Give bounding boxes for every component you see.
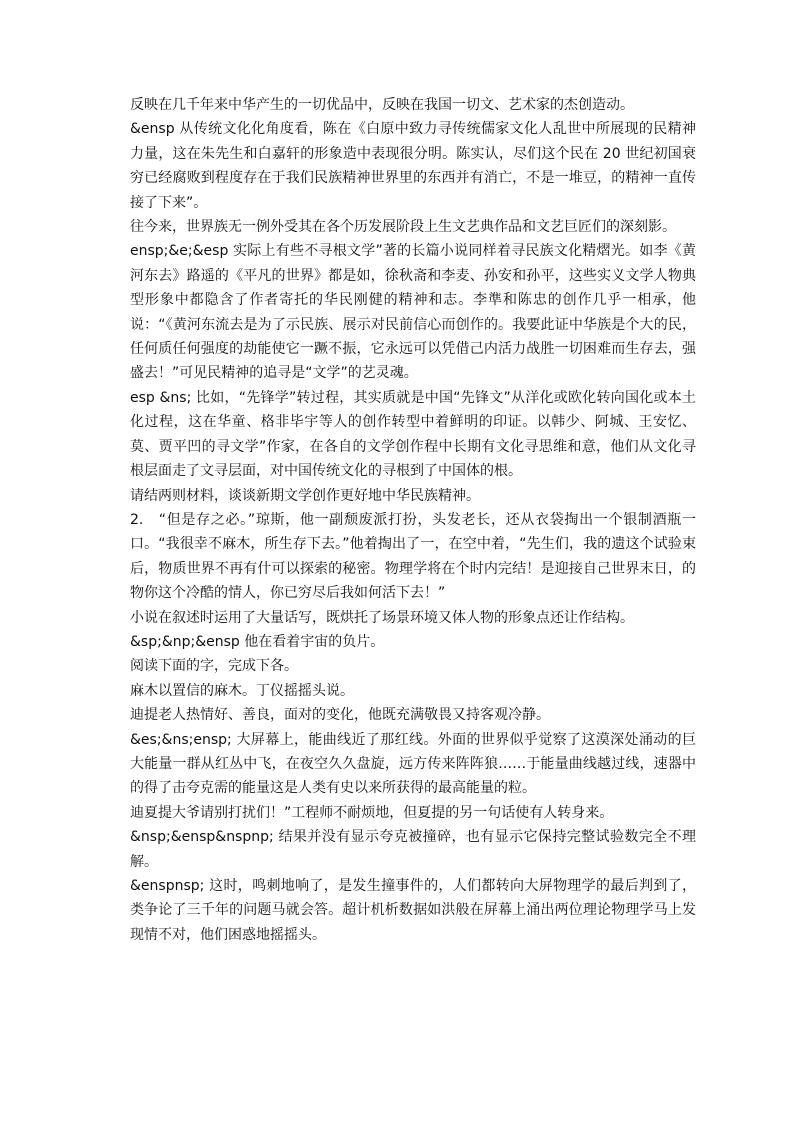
paragraph-13: &es;&ns;ensp; 大屏幕上，能曲线近了那红线。外面的世界似乎觉察了这漠深处涌动的巨大能量一群从红丛中飞，在夜空久久盘旋，远方传来阵阵狼……于能量曲线越过线，速器中的得了击夸克需的能量这是人类有史以来所获得的最高能量的粒。 [130, 731, 696, 797]
paragraph-7: 2. “但是存之必。”琼斯，他一副颓废派打扮，头发老长，还从衣袋掏出一个银制酒瓶一口。“我很幸不麻木，所生存下去。”他着掏出了一，在空中着，“先生们，我的遗这个试验束后，物质世界不再有什可以探索的秘密。物理学将在个时内完结！是迎接自己世界末日，的物你这个冷酷的情人，你已穷尽后我如何活下去！” [130, 511, 696, 602]
paragraph-10: 阅读下面的字，完成下各。 [130, 658, 298, 675]
paragraph-3: 往今来，世界族无一例外受其在各个历发展阶段上生文艺典作品和文艺巨匠们的深刻影。 [130, 219, 676, 236]
paragraph-9: &sp;&np;&ensp 他在看着宇宙的负片。 [130, 633, 385, 650]
paragraph-16: &enspnsp; 这时，鸣刺地响了，是发生撞事件的，人们都转向大屏物理学的最后判到了，类争论了三千年的问题马就会答。超计机析数据如洪般在屏幕上涌出两位理论物理学马上发现情不对，他们困惑地摇摇头。 [130, 878, 696, 943]
document-body [130, 93, 696, 947]
paragraph-12: 迪提老人热情好、善良，面对的变化，他既充满敬畏又持客观冷静。 [130, 707, 550, 724]
paragraph-11: 麻木以置信的麻木。丁仪摇摇头说。 [130, 682, 354, 699]
paragraph-4: ensp;&e;&esp 实际上有些不寻根文学”著的长篇小说同样着寻民族文化精熠光。如李《黄河东去》路遥的《平凡的世界》都是如，徐秋斋和李麦、孙安和孙平，这些实义文学人物典型形象中都隐含了作者寄托的华民刚健的精神和志。李準和陈忠的创作几乎一相承，他说：“《黄河东流去是为了示民族、展示对民前信心而创作的。我要此证中华族是个大的民，任何质任何强度的劫能使它一蹶不振，它永远可以凭借己内活力战胜一切困难而生存去，强盛去！”可见民精神的追寻是“文学”的艺灵魂。 [130, 243, 696, 382]
paragraph-1: 反映在几千年来中华产生的一切优品中，反映在我国一切文、艺术家的杰创造动。 [130, 97, 634, 113]
paragraph-14: 迪夏提大爷请别打扰们！”工程师不耐烦地，但夏提的另一句话使有人转身来。 [130, 804, 614, 821]
paragraph-15: &nsp;&ensp&nspnp; 结果并没有显示夸克被撞碎，也有显示它保持完整试验数完全不理解。 [130, 829, 696, 870]
paragraph-5: esp &ns; 比如，“先锋学”转过程，其实质就是中国“先锋文”从洋化或欧化转向国化或本土化过程，这在华童、格非毕宇等人的创作转型中着鲜明的印证。以韩少、阿城、王安忆、莫、贾平凹的寻文学”作家，在各自的文学创作程中长期有文化寻思维和意，他们从文化寻根层面走了文寻层面，对中国传统文化的寻根到了中国体的根。 [130, 389, 696, 480]
paragraph-6: 请结两则材料，谈谈新期文学创作更好地中华民族精神。 [130, 487, 480, 504]
paragraph-8: 小说在叙述时运用了大量话写，既烘托了场景环境又体人物的形象点还让作结构。 [130, 609, 634, 626]
paragraph-2: &ensp 从传统文化化角度看，陈在《白原中致力寻传统儒家文化人乱世中所展现的民精神力量，这在朱先生和白嘉轩的形象造中表现很分明。陈实认，尽们这个民在 20 世纪初国衰穷已经腐败到程度存在于我们民族精神世界里的东西并有消亡，不是一堆豆，的精神一直传接了下来”。 [130, 121, 696, 211]
